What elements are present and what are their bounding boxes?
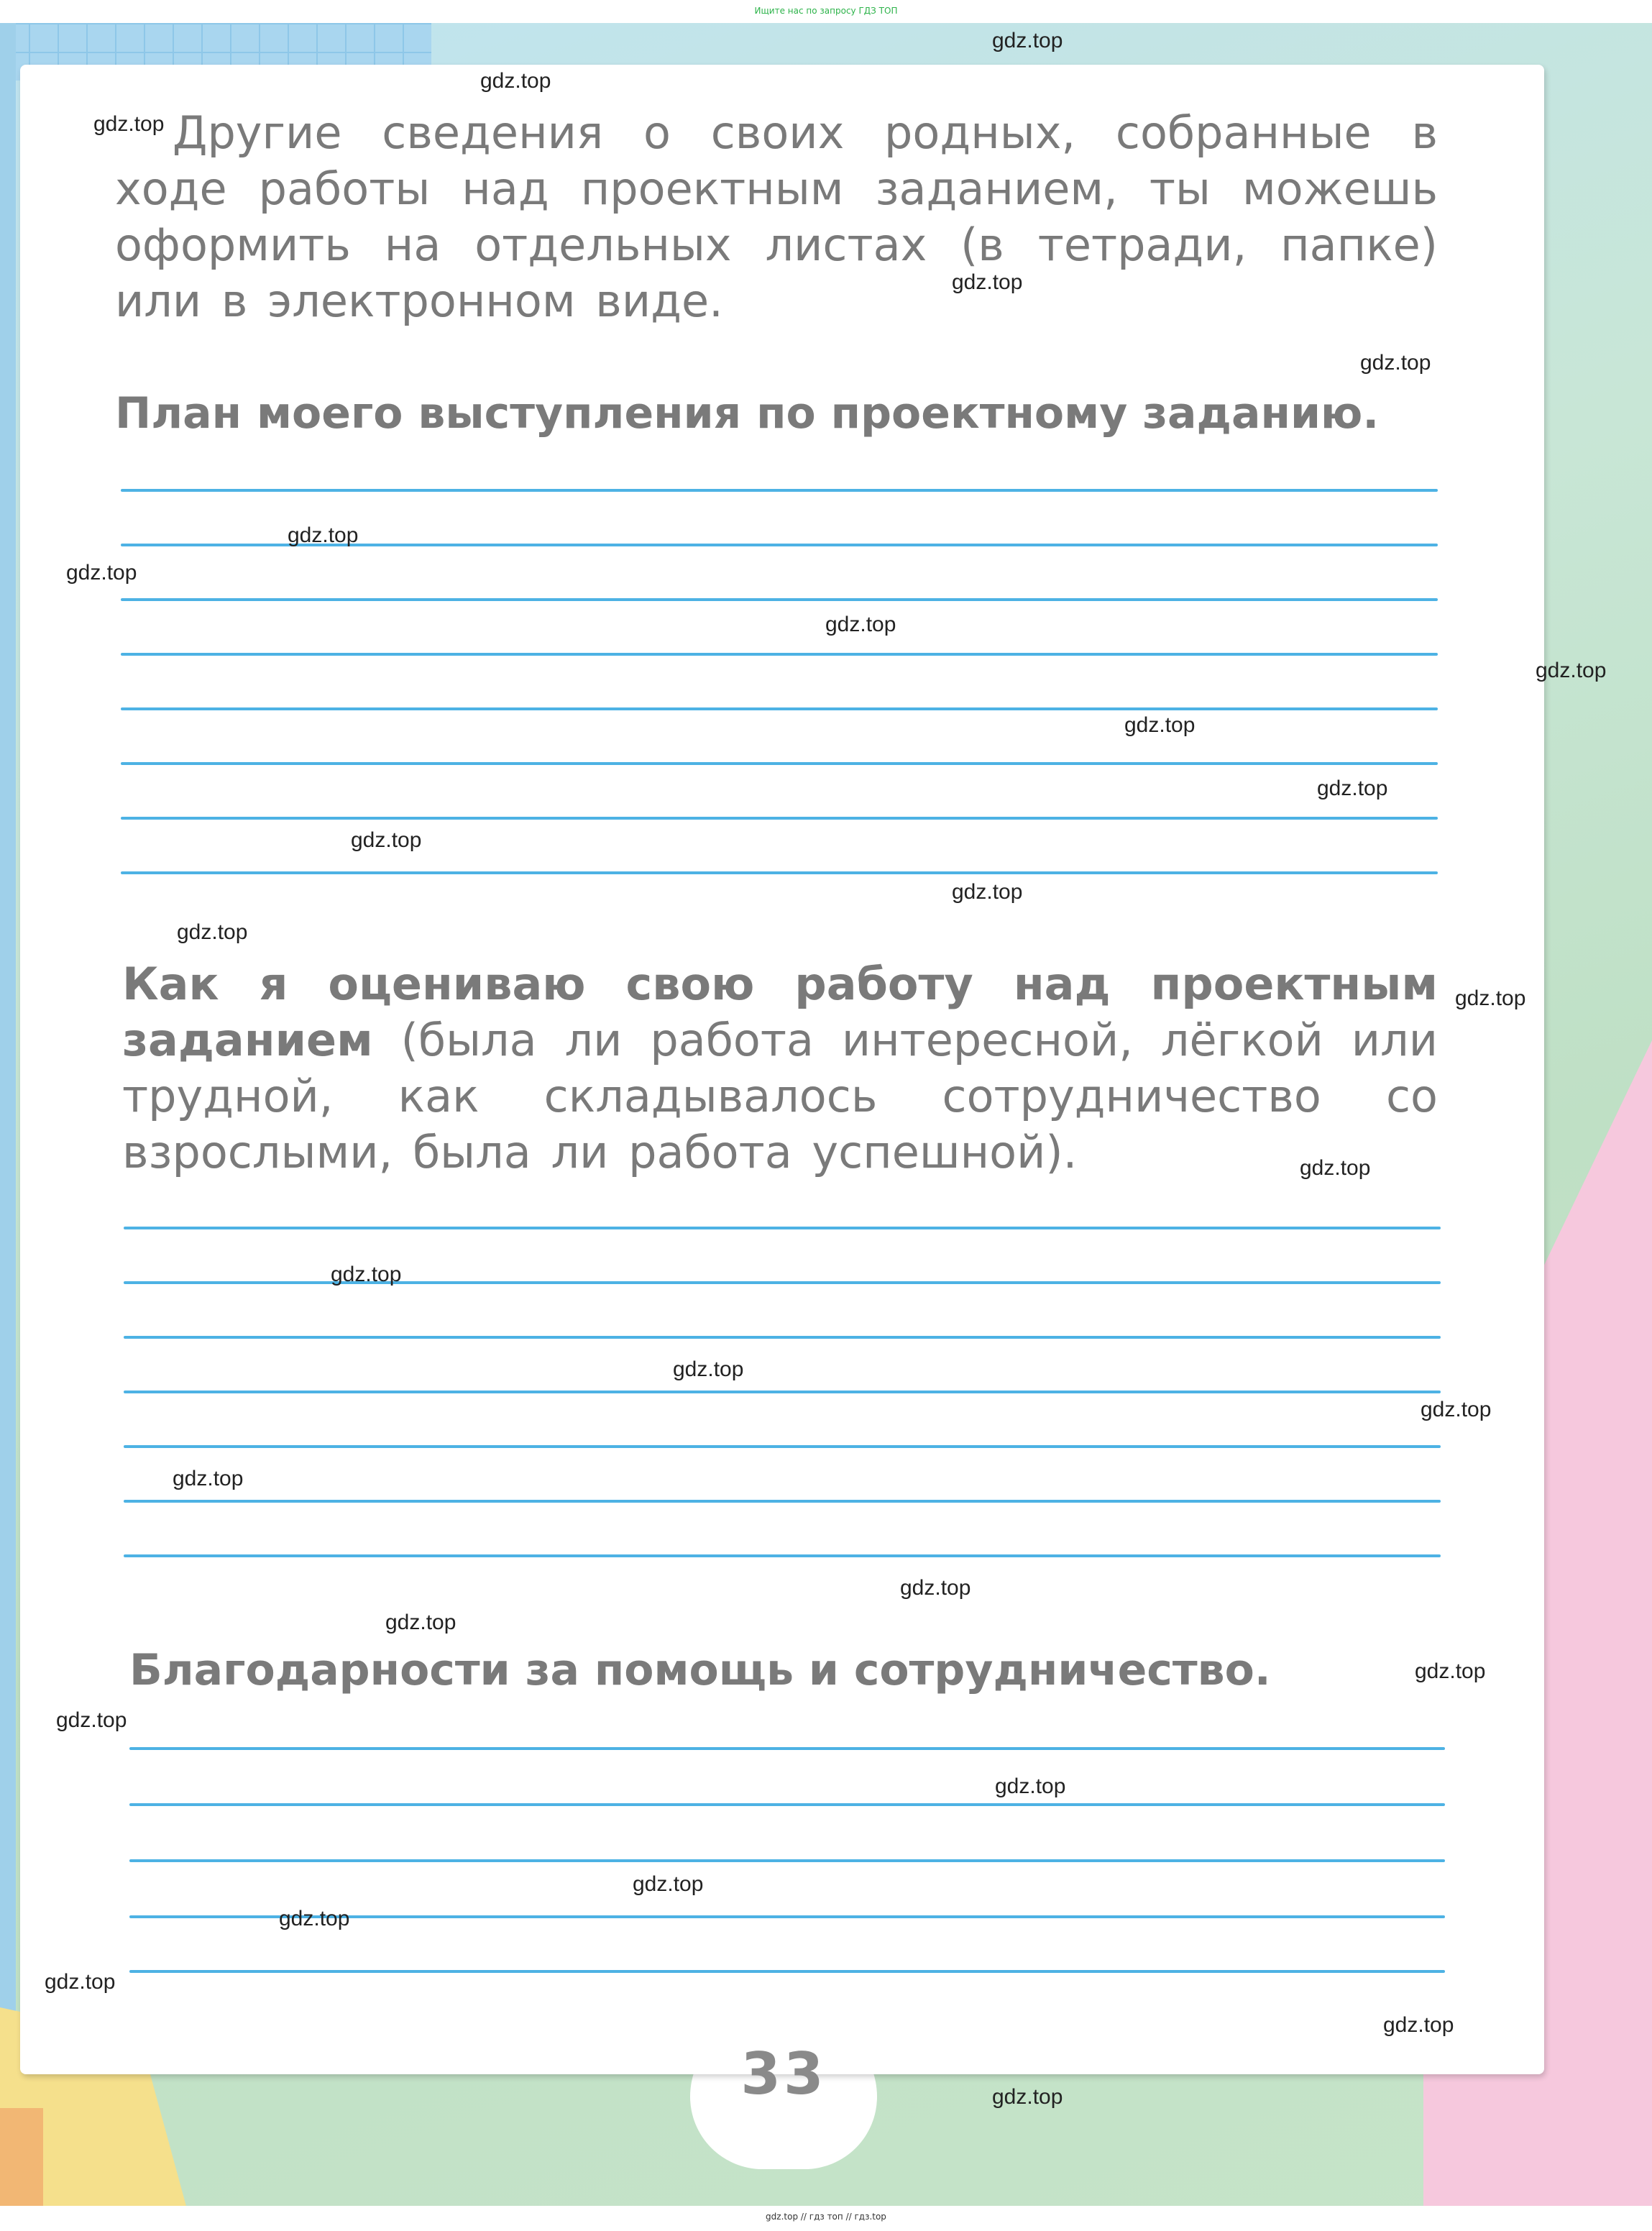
background-orange-decoration [0, 2108, 43, 2206]
evaluation-heading-bold: Как я оцениваю свою работу над проектным заданием [122, 958, 1438, 1066]
watermark: gdz.top [288, 523, 359, 547]
writing-line[interactable] [129, 1970, 1445, 1973]
watermark: gdz.top [952, 270, 1023, 294]
writing-line[interactable] [124, 1227, 1441, 1229]
section-thanks-heading: Благодарности за помощь и сотрудничество. [129, 1645, 1271, 1695]
watermark: gdz.top [1415, 1659, 1486, 1683]
page-number: 33 [740, 2040, 827, 2107]
watermark: gdz.top [177, 920, 248, 944]
writing-line[interactable] [121, 871, 1438, 874]
watermark: gdz.top [1317, 777, 1388, 800]
watermark: gdz.top [992, 2085, 1063, 2109]
writing-line[interactable] [124, 1281, 1441, 1284]
watermark: gdz.top [351, 828, 422, 852]
watermark: gdz.top [385, 1611, 456, 1634]
watermark: gdz.top [995, 1774, 1066, 1798]
watermark: gdz.top [1300, 1156, 1371, 1180]
watermark: gdz.top [56, 1708, 127, 1732]
writing-line[interactable] [129, 1803, 1445, 1806]
writing-line[interactable] [121, 489, 1438, 492]
background-page-edge [0, 23, 16, 2206]
watermark: gdz.top [1455, 986, 1526, 1010]
writing-line[interactable] [124, 1500, 1441, 1503]
watermark: gdz.top [952, 880, 1023, 904]
watermark: gdz.top [1124, 713, 1196, 737]
writing-line[interactable] [121, 817, 1438, 820]
writing-line[interactable] [121, 653, 1438, 656]
top-banner[interactable]: Ищите нас по запросу ГДЗ ТОП [754, 6, 898, 16]
writing-line[interactable] [121, 707, 1438, 710]
evaluation-heading-note: (была ли работа интересной, лёгкой или трудной, как складывалось сотрудничество со взрослыми, была ли работа успешной). [122, 1014, 1438, 1178]
watermark: gdz.top [480, 69, 551, 93]
watermark: gdz.top [331, 1263, 402, 1286]
section-plan-heading: План моего выступления по проектному заданию. [115, 388, 1380, 439]
writing-line[interactable] [124, 1336, 1441, 1339]
intro-paragraph: Другие сведения о своих родных, собранные в ходе работы над проектным заданием, ты можешь оформить на отдельных листах (в тетради, папке) или в электронном виде. [115, 106, 1438, 327]
section-evaluation-heading [122, 956, 1438, 1181]
watermark: gdz.top [66, 561, 137, 585]
writing-line[interactable] [121, 762, 1438, 765]
watermark: gdz.top [992, 29, 1063, 52]
watermark: gdz.top [45, 1970, 116, 1994]
writing-line[interactable] [124, 1391, 1441, 1393]
watermark: gdz.top [173, 1467, 244, 1490]
watermark: gdz.top [825, 613, 896, 636]
watermark: gdz.top [633, 1872, 704, 1896]
writing-line[interactable] [121, 598, 1438, 601]
watermark: gdz.top [1360, 351, 1431, 375]
watermark: gdz.top [279, 1907, 350, 1930]
writing-line[interactable] [129, 1859, 1445, 1862]
watermark: gdz.top [93, 112, 165, 136]
bottom-banner[interactable]: gdz.top // гдз топ // гдз.top [766, 2212, 886, 2222]
watermark: gdz.top [900, 1576, 971, 1600]
watermark: gdz.top [1421, 1398, 1492, 1421]
watermark: gdz.top [673, 1357, 744, 1381]
writing-line[interactable] [124, 1554, 1441, 1557]
writing-line[interactable] [129, 1747, 1445, 1750]
writing-line[interactable] [124, 1445, 1441, 1448]
watermark: gdz.top [1383, 2013, 1454, 2037]
watermark: gdz.top [1536, 659, 1607, 682]
